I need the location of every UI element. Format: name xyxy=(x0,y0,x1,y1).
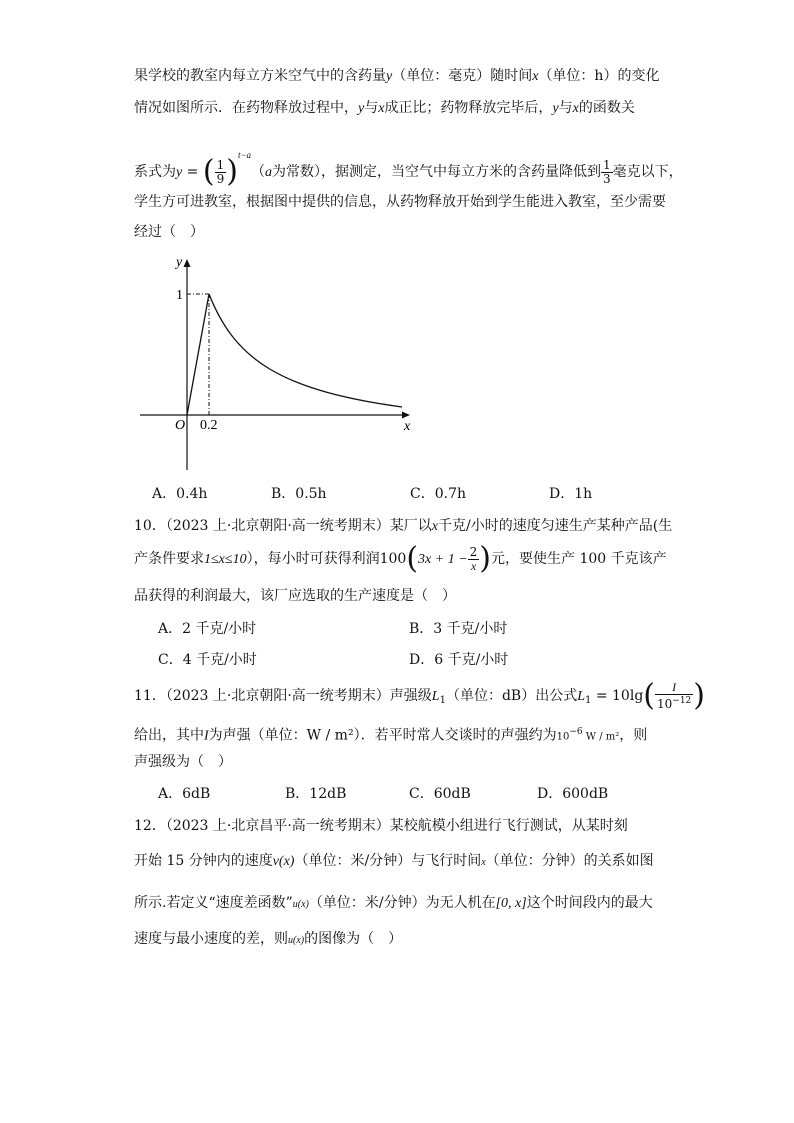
q10-line-3: 品获得的利润最大，该厂应选取的生产速度是（ ） xyxy=(134,588,456,604)
q11-option-d[interactable]: D．600dB xyxy=(537,786,609,802)
x-axis-label: x xyxy=(404,419,411,434)
q12-line-4: 速度与最小速度的差，则u(x)的图像为（ ） xyxy=(134,931,403,947)
q10-line-1: 10．（2023 上·北京朝阳·高一统考期末）某厂以x千克/小时的速度匀速生产某种产品(生 xyxy=(134,518,673,534)
fraction-one-ninth: $\frac{1}{9}$ xyxy=(216,157,225,186)
q10-option-c[interactable]: C．4 千克/小时 xyxy=(158,652,257,668)
q12-line-1: 12．（2023 上·北京昌平·高一统考期末）某校航模小组进行飞行测试，从某时刻 xyxy=(134,818,628,834)
x-axis-arrow xyxy=(402,412,410,419)
q12-line-2: 开始 15 分钟内的速度v(x)（单位：米/分钟）与飞行时间x（单位：分钟）的关系如图 xyxy=(134,853,654,869)
q11-line-3: 声强级为（ ） xyxy=(134,754,232,770)
q10-option-b[interactable]: B．3 千克/小时 xyxy=(409,621,508,637)
x-tick-0-2: 0.2 xyxy=(200,418,218,433)
q11-option-b[interactable]: B．12dB xyxy=(285,786,347,802)
y-axis-label: y xyxy=(176,255,183,270)
q10-line-2-formula: 产条件要求1≤x≤10），每小时可获得利润100(3x + 1 − $\frac{2}{x}$ )元，要使生产 100 千克该产 xyxy=(134,541,667,576)
fraction-i-over-10-12: $\frac{I}{10^{-12}}$ xyxy=(657,680,692,711)
y-tick-1: 1 xyxy=(176,288,183,303)
decay-curve xyxy=(209,294,402,407)
fraction-two-over-x: $\frac{2}{x}$ xyxy=(469,544,478,573)
rising-segment xyxy=(187,294,209,415)
q10-option-d[interactable]: D．6 千克/小时 xyxy=(409,652,509,668)
q11-line-1-formula: 11．（2023 上·北京朝阳·高一统考期末）声强级$L_1$（单位：dB）出公式$L_1 = 10\lg$( $\frac{I}{10^{-12}}$ ) xyxy=(134,678,705,713)
q9-line-1: 果学校的教室内每立方米空气中的含药量y（单位：毫克）随时间x（单位：h）的变化 xyxy=(134,68,660,84)
q9-line-3-formula: 系式为y = ( $\frac{1}{9}$ )$^{t-a}$（a为常数），据测定，当空气中每立方米的含药量降低到 $\frac{1}{3}$ 毫克以下， xyxy=(134,150,683,189)
q9-option-a[interactable]: A．0.4h xyxy=(152,486,208,502)
q9-option-b[interactable]: B．0.5h xyxy=(271,486,327,502)
q11-option-c[interactable]: C．60dB xyxy=(409,786,471,802)
fraction-one-third: $\frac{1}{3}$ xyxy=(603,157,611,186)
q9-line-4: 学生方可进教室，根据图中提供的信息，从药物释放开始到学生能进入教室，至少需要 xyxy=(134,194,666,210)
q9-line-5: 经过（ ） xyxy=(134,224,204,240)
q10-option-a[interactable]: A．2 千克/小时 xyxy=(158,621,257,637)
q9-graph xyxy=(140,250,420,475)
q11-line-2: 给出，其中I为声强（单位：W / m²）．若平时常人交谈时的声强约为$10^{-6}$ W / m²，则 xyxy=(134,727,648,744)
y-axis-arrow xyxy=(184,259,191,267)
q9-option-c[interactable]: C．0.7h xyxy=(410,486,466,502)
q11-option-a[interactable]: A．6dB xyxy=(158,786,211,802)
q9-line-2: 情况如图所示．在药物释放过程中，y与x成正比；药物释放完毕后，y与x的函数关 xyxy=(134,100,635,116)
origin-label: O xyxy=(175,418,186,433)
q9-option-d[interactable]: D．1h xyxy=(549,486,593,502)
q12-line-3: 所示.若定义“速度差函数”u(x)（单位：米/分钟）为无人机在[0, x]这个时间段内的最大 xyxy=(134,895,653,911)
